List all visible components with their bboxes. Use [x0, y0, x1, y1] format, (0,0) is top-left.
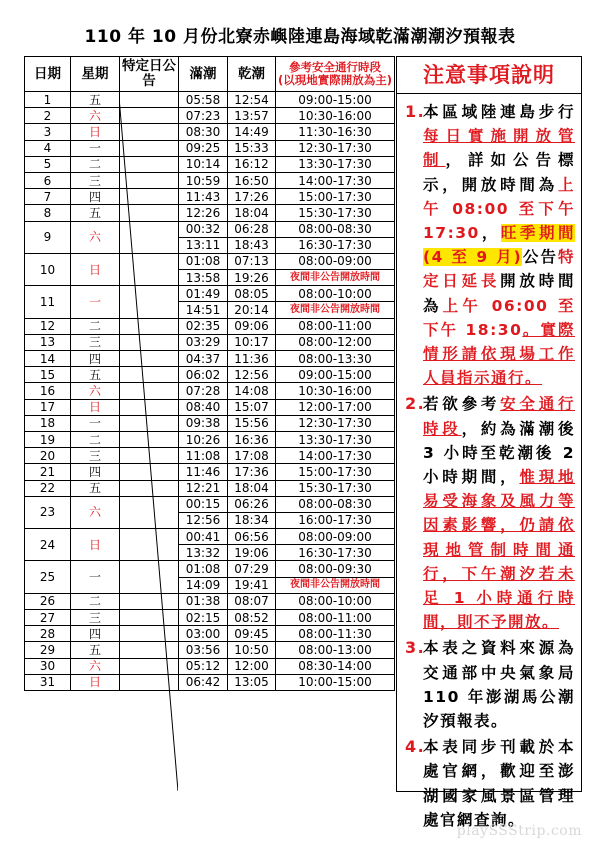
special-cell	[120, 626, 179, 642]
high-tide-cell: 07:23	[179, 108, 228, 124]
high-tide-cell: 13:11	[179, 237, 228, 253]
high-tide-cell: 02:35	[179, 318, 228, 334]
low-tide-cell: 12:00	[228, 658, 276, 674]
high-tide-cell: 02:15	[179, 610, 228, 626]
low-tide-cell: 20:14	[228, 302, 276, 318]
safe-period-cell: 08:00-13:30	[276, 351, 395, 367]
table-row	[25, 658, 395, 674]
date-cell: 31	[25, 674, 71, 690]
notes-panel	[396, 56, 582, 829]
safe-period-cell: 14:00-17:30	[276, 172, 395, 188]
low-tide-cell: 06:26	[228, 496, 276, 512]
date-cell: 7	[25, 189, 71, 205]
date-cell: 16	[25, 383, 71, 399]
table-row	[25, 108, 395, 124]
special-cell	[120, 383, 179, 399]
note-text: 公告	[522, 248, 558, 267]
note-number: 1.	[405, 102, 426, 121]
note-number: 4.	[405, 737, 426, 757]
safe-period-cell: 13:30-17:30	[276, 156, 395, 172]
date-cell: 2	[25, 108, 71, 124]
safe-period-cell: 09:00-15:00	[276, 92, 395, 108]
high-tide-cell: 10:14	[179, 156, 228, 172]
date-cell: 3	[25, 124, 71, 140]
table-row	[25, 205, 395, 221]
low-tide-cell: 18:43	[228, 237, 276, 253]
table-row	[25, 448, 395, 464]
high-tide-cell: 13:32	[179, 545, 228, 561]
weekday-cell: 四	[71, 626, 120, 642]
low-tide-cell: 08:05	[228, 286, 276, 302]
high-tide-cell: 11:46	[179, 464, 228, 480]
note-text: ，	[479, 224, 501, 243]
safe-period-cell: 08:30-14:00	[276, 658, 395, 674]
high-tide-cell: 00:41	[179, 529, 228, 545]
low-tide-cell: 10:17	[228, 334, 276, 350]
weekday-cell: 五	[71, 367, 120, 383]
date-cell: 10	[25, 253, 71, 285]
date-cell: 18	[25, 415, 71, 431]
high-tide-cell: 11:08	[179, 448, 228, 464]
weekday-cell: 日	[71, 399, 120, 415]
header-safe-period	[276, 57, 395, 92]
safe-period-cell: 08:00-09:00	[276, 253, 395, 269]
note-text: ，詳如公告標示，開放時間為	[423, 151, 575, 194]
low-tide-cell: 17:26	[228, 189, 276, 205]
date-cell: 27	[25, 610, 71, 626]
special-cell	[120, 399, 179, 415]
note-item	[397, 636, 581, 733]
header-high-tide: 滿潮	[179, 57, 228, 92]
high-tide-cell: 06:02	[179, 367, 228, 383]
low-tide-cell: 14:49	[228, 124, 276, 140]
date-cell: 17	[25, 399, 71, 415]
weekday-cell: 二	[71, 593, 120, 609]
low-tide-cell: 18:04	[228, 480, 276, 496]
date-cell: 5	[25, 156, 71, 172]
safe-period-cell: 夜間非公告開放時間	[276, 577, 395, 593]
table-row	[25, 140, 395, 156]
table-row	[25, 172, 395, 188]
weekday-cell: 六	[71, 383, 120, 399]
weekday-cell: 五	[71, 480, 120, 496]
low-tide-cell: 13:05	[228, 674, 276, 690]
low-tide-cell: 16:50	[228, 172, 276, 188]
weekday-cell: 三	[71, 172, 120, 188]
high-tide-cell: 06:42	[179, 674, 228, 690]
special-cell	[120, 221, 179, 253]
weekday-cell: 四	[71, 189, 120, 205]
header-low-tide: 乾潮	[228, 57, 276, 92]
note-text: 本區域陸連島步行	[423, 103, 575, 121]
high-tide-cell: 01:49	[179, 286, 228, 302]
weekday-cell: 一	[71, 415, 120, 431]
note-text: 本表同步刊載於本處官網，歡迎至澎湖國家風景區管理處官網查詢。	[423, 738, 575, 829]
special-cell	[120, 593, 179, 609]
safe-period-cell: 08:00-09:00	[276, 529, 395, 545]
table-row	[25, 367, 395, 383]
low-tide-cell: 11:36	[228, 351, 276, 367]
weekday-cell: 日	[71, 674, 120, 690]
special-cell	[120, 610, 179, 626]
high-tide-cell: 11:43	[179, 189, 228, 205]
table-row	[25, 221, 395, 237]
safe-period-cell: 08:00-11:00	[276, 610, 395, 626]
low-tide-cell: 19:06	[228, 545, 276, 561]
note-text: 開放時間為	[423, 272, 575, 315]
table-row	[25, 253, 395, 269]
high-tide-cell: 03:56	[179, 642, 228, 658]
safe-period-cell: 11:30-16:30	[276, 124, 395, 140]
weekday-cell: 一	[71, 140, 120, 156]
table-row	[25, 318, 395, 334]
safe-period-cell: 08:00-11:30	[276, 626, 395, 642]
weekday-cell: 五	[71, 642, 120, 658]
safe-period-cell: 08:00-08:30	[276, 221, 395, 237]
low-tide-cell: 06:28	[228, 221, 276, 237]
safe-period-cell: 16:30-17:30	[276, 545, 395, 561]
high-tide-cell: 09:25	[179, 140, 228, 156]
special-cell	[120, 480, 179, 496]
safe-period-cell: 16:30-17:30	[276, 237, 395, 253]
low-tide-cell: 09:06	[228, 318, 276, 334]
weekday-cell: 四	[71, 351, 120, 367]
high-tide-cell: 05:58	[179, 92, 228, 108]
date-cell: 29	[25, 642, 71, 658]
table-row	[25, 156, 395, 172]
table-row	[25, 674, 395, 690]
low-tide-cell: 16:36	[228, 431, 276, 447]
low-tide-cell: 08:07	[228, 593, 276, 609]
table-row	[25, 642, 395, 658]
high-tide-cell: 03:00	[179, 626, 228, 642]
table-row	[25, 399, 395, 415]
header-date: 日期	[25, 57, 71, 92]
safe-period-cell: 08:00-09:30	[276, 561, 395, 577]
date-cell: 21	[25, 464, 71, 480]
special-cell	[120, 658, 179, 674]
date-cell: 11	[25, 286, 71, 318]
note-text: 特定日延長	[423, 248, 575, 291]
note-text: 本表之資料來源為交通部中央氣象局 110 年澎湖馬公潮汐預報表。	[423, 639, 575, 731]
high-tide-cell: 04:37	[179, 351, 228, 367]
low-tide-cell: 12:56	[228, 367, 276, 383]
weekday-cell: 五	[71, 205, 120, 221]
safe-period-cell: 15:00-17:30	[276, 464, 395, 480]
low-tide-cell: 09:45	[228, 626, 276, 642]
watermark: playSSStrip.com	[456, 823, 582, 839]
weekday-cell: 六	[71, 658, 120, 674]
low-tide-cell: 18:04	[228, 205, 276, 221]
safe-period-cell: 14:00-17:30	[276, 448, 395, 464]
table-row	[25, 189, 395, 205]
low-tide-cell: 07:13	[228, 253, 276, 269]
special-cell	[120, 561, 179, 593]
table-row	[25, 626, 395, 642]
high-tide-cell: 08:40	[179, 399, 228, 415]
special-cell	[120, 351, 179, 367]
special-cell	[120, 318, 179, 334]
note-item	[397, 100, 581, 390]
weekday-cell: 四	[71, 464, 120, 480]
weekday-cell: 一	[71, 561, 120, 593]
weekday-cell: 日	[71, 253, 120, 285]
high-tide-cell: 05:12	[179, 658, 228, 674]
tide-table-body	[25, 92, 395, 691]
table-row	[25, 92, 395, 108]
date-cell: 8	[25, 205, 71, 221]
special-cell	[120, 172, 179, 188]
safe-period-cell: 15:30-17:30	[276, 205, 395, 221]
note-text: 旺季期間(4 至 9 月)	[423, 224, 575, 267]
table-row	[25, 334, 395, 350]
date-cell: 6	[25, 172, 71, 188]
safe-period-cell: 10:00-15:00	[276, 674, 395, 690]
special-cell	[120, 464, 179, 480]
low-tide-cell: 17:08	[228, 448, 276, 464]
note-item	[397, 392, 581, 634]
safe-period-cell: 08:00-10:00	[276, 286, 395, 302]
note-text: 上午 08:00 至下午 17:30	[423, 175, 575, 243]
safe-period-cell: 10:30-16:00	[276, 108, 395, 124]
table-row	[25, 415, 395, 431]
low-tide-cell: 14:08	[228, 383, 276, 399]
special-cell	[120, 448, 179, 464]
safe-period-cell: 夜間非公告開放時間	[276, 302, 395, 318]
high-tide-cell: 00:32	[179, 221, 228, 237]
special-cell	[120, 529, 179, 561]
special-cell	[120, 124, 179, 140]
low-tide-cell: 15:33	[228, 140, 276, 156]
weekday-cell: 二	[71, 156, 120, 172]
high-tide-cell: 09:38	[179, 415, 228, 431]
safe-period-cell: 12:30-17:30	[276, 415, 395, 431]
low-tide-cell: 07:29	[228, 561, 276, 577]
weekday-cell: 六	[71, 108, 120, 124]
high-tide-cell: 07:28	[179, 383, 228, 399]
special-cell	[120, 642, 179, 658]
date-cell: 25	[25, 561, 71, 593]
date-cell: 20	[25, 448, 71, 464]
page-title: 110 年 10 月份北寮赤嶼陸連島海域乾滿潮潮汐預報表	[84, 27, 516, 47]
safe-period-cell: 15:00-17:30	[276, 189, 395, 205]
table-header-row	[25, 57, 395, 92]
table-row	[25, 529, 395, 545]
high-tide-cell: 14:51	[179, 302, 228, 318]
safe-period-cell: 08:00-13:00	[276, 642, 395, 658]
table-row	[25, 593, 395, 609]
safe-period-cell: 08:00-08:30	[276, 496, 395, 512]
high-tide-cell: 10:59	[179, 172, 228, 188]
high-tide-cell: 01:38	[179, 593, 228, 609]
weekday-cell: 六	[71, 221, 120, 253]
special-cell	[120, 496, 179, 528]
special-cell	[120, 674, 179, 690]
table-row	[25, 286, 395, 302]
date-cell: 13	[25, 334, 71, 350]
notes-body	[397, 94, 581, 832]
special-cell	[120, 205, 179, 221]
date-cell: 19	[25, 431, 71, 447]
safe-period-cell: 08:00-11:00	[276, 318, 395, 334]
high-tide-cell: 12:21	[179, 480, 228, 496]
header-safe-period-line2: (以現地實際開放為主)	[277, 73, 392, 87]
safe-period-cell: 10:30-16:00	[276, 383, 395, 399]
table-row	[25, 464, 395, 480]
table-row	[25, 496, 395, 512]
weekday-cell: 三	[71, 334, 120, 350]
date-cell: 23	[25, 496, 71, 528]
note-text: 上午 06:00 至下午 18:30	[423, 296, 575, 339]
weekday-cell: 三	[71, 448, 120, 464]
special-cell	[120, 140, 179, 156]
table-row	[25, 124, 395, 140]
special-cell	[120, 189, 179, 205]
safe-period-cell: 12:30-17:30	[276, 140, 395, 156]
safe-period-cell: 13:30-17:30	[276, 431, 395, 447]
note-text: 若欲參考	[423, 395, 501, 414]
low-tide-cell: 17:36	[228, 464, 276, 480]
date-cell: 14	[25, 351, 71, 367]
low-tide-cell: 18:34	[228, 512, 276, 528]
note-text: 惟現地易受海象及風力等因素影響，仍請依現地管制時間通行，下午潮汐若未足 1 小時通行時間，則不予開放。	[423, 468, 575, 632]
tide-table	[24, 56, 395, 691]
special-cell	[120, 253, 179, 285]
note-text: 。實際情形請依現場工作人員指示通行。	[423, 320, 575, 388]
low-tide-cell: 15:07	[228, 399, 276, 415]
table-row	[25, 610, 395, 626]
table-row	[25, 351, 395, 367]
note-number: 2.	[405, 394, 426, 414]
header-special: 特定日公告	[120, 57, 179, 92]
special-cell	[120, 286, 179, 318]
high-tide-cell: 12:26	[179, 205, 228, 221]
weekday-cell: 二	[71, 431, 120, 447]
weekday-cell: 六	[71, 496, 120, 528]
special-cell	[120, 415, 179, 431]
table-row	[25, 561, 395, 577]
header-safe-period-line1: 參考安全通行時段	[289, 60, 381, 74]
notes-title: 注意事項說明	[397, 57, 581, 94]
safe-period-cell: 08:00-12:00	[276, 334, 395, 350]
special-cell	[120, 156, 179, 172]
high-tide-cell: 08:30	[179, 124, 228, 140]
special-cell	[120, 334, 179, 350]
special-cell	[120, 367, 179, 383]
table-row	[25, 480, 395, 496]
safe-period-cell: 09:00-15:00	[276, 367, 395, 383]
high-tide-cell: 00:15	[179, 496, 228, 512]
low-tide-cell: 12:54	[228, 92, 276, 108]
high-tide-cell: 03:29	[179, 334, 228, 350]
date-cell: 30	[25, 658, 71, 674]
safe-period-cell: 08:00-10:00	[276, 593, 395, 609]
high-tide-cell: 10:26	[179, 431, 228, 447]
note-item	[397, 735, 581, 832]
low-tide-cell: 10:50	[228, 642, 276, 658]
date-cell: 4	[25, 140, 71, 156]
low-tide-cell: 06:56	[228, 529, 276, 545]
safe-period-cell: 夜間非公告開放時間	[276, 270, 395, 286]
high-tide-cell: 13:58	[179, 270, 228, 286]
date-cell: 12	[25, 318, 71, 334]
weekday-cell: 日	[71, 124, 120, 140]
table-row	[25, 383, 395, 399]
date-cell: 22	[25, 480, 71, 496]
table-row	[25, 431, 395, 447]
low-tide-cell: 16:12	[228, 156, 276, 172]
high-tide-cell: 01:08	[179, 561, 228, 577]
header-weekday: 星期	[71, 57, 120, 92]
weekday-cell: 五	[71, 92, 120, 108]
date-cell: 26	[25, 593, 71, 609]
special-cell	[120, 92, 179, 108]
note-text: 每日實施開放管制	[423, 127, 575, 170]
weekday-cell: 一	[71, 286, 120, 318]
date-cell: 24	[25, 529, 71, 561]
note-text: ，約為滿潮後 3 小時至乾潮後 2 小時期間，	[423, 419, 575, 487]
date-cell: 1	[25, 92, 71, 108]
date-cell: 9	[25, 221, 71, 253]
low-tide-cell: 19:26	[228, 270, 276, 286]
note-number: 3.	[405, 638, 426, 658]
high-tide-cell: 14:09	[179, 577, 228, 593]
safe-period-cell: 12:00-17:00	[276, 399, 395, 415]
safe-period-cell: 15:30-17:30	[276, 480, 395, 496]
low-tide-cell: 19:41	[228, 577, 276, 593]
weekday-cell: 三	[71, 610, 120, 626]
note-text: 安全通行時段	[423, 395, 575, 438]
low-tide-cell: 13:57	[228, 108, 276, 124]
safe-period-cell: 16:00-17:30	[276, 512, 395, 528]
weekday-cell: 日	[71, 529, 120, 561]
weekday-cell: 二	[71, 318, 120, 334]
high-tide-cell: 12:56	[179, 512, 228, 528]
low-tide-cell: 08:52	[228, 610, 276, 626]
date-cell: 15	[25, 367, 71, 383]
low-tide-cell: 15:56	[228, 415, 276, 431]
special-cell	[120, 431, 179, 447]
special-cell	[120, 108, 179, 124]
date-cell: 28	[25, 626, 71, 642]
high-tide-cell: 01:08	[179, 253, 228, 269]
